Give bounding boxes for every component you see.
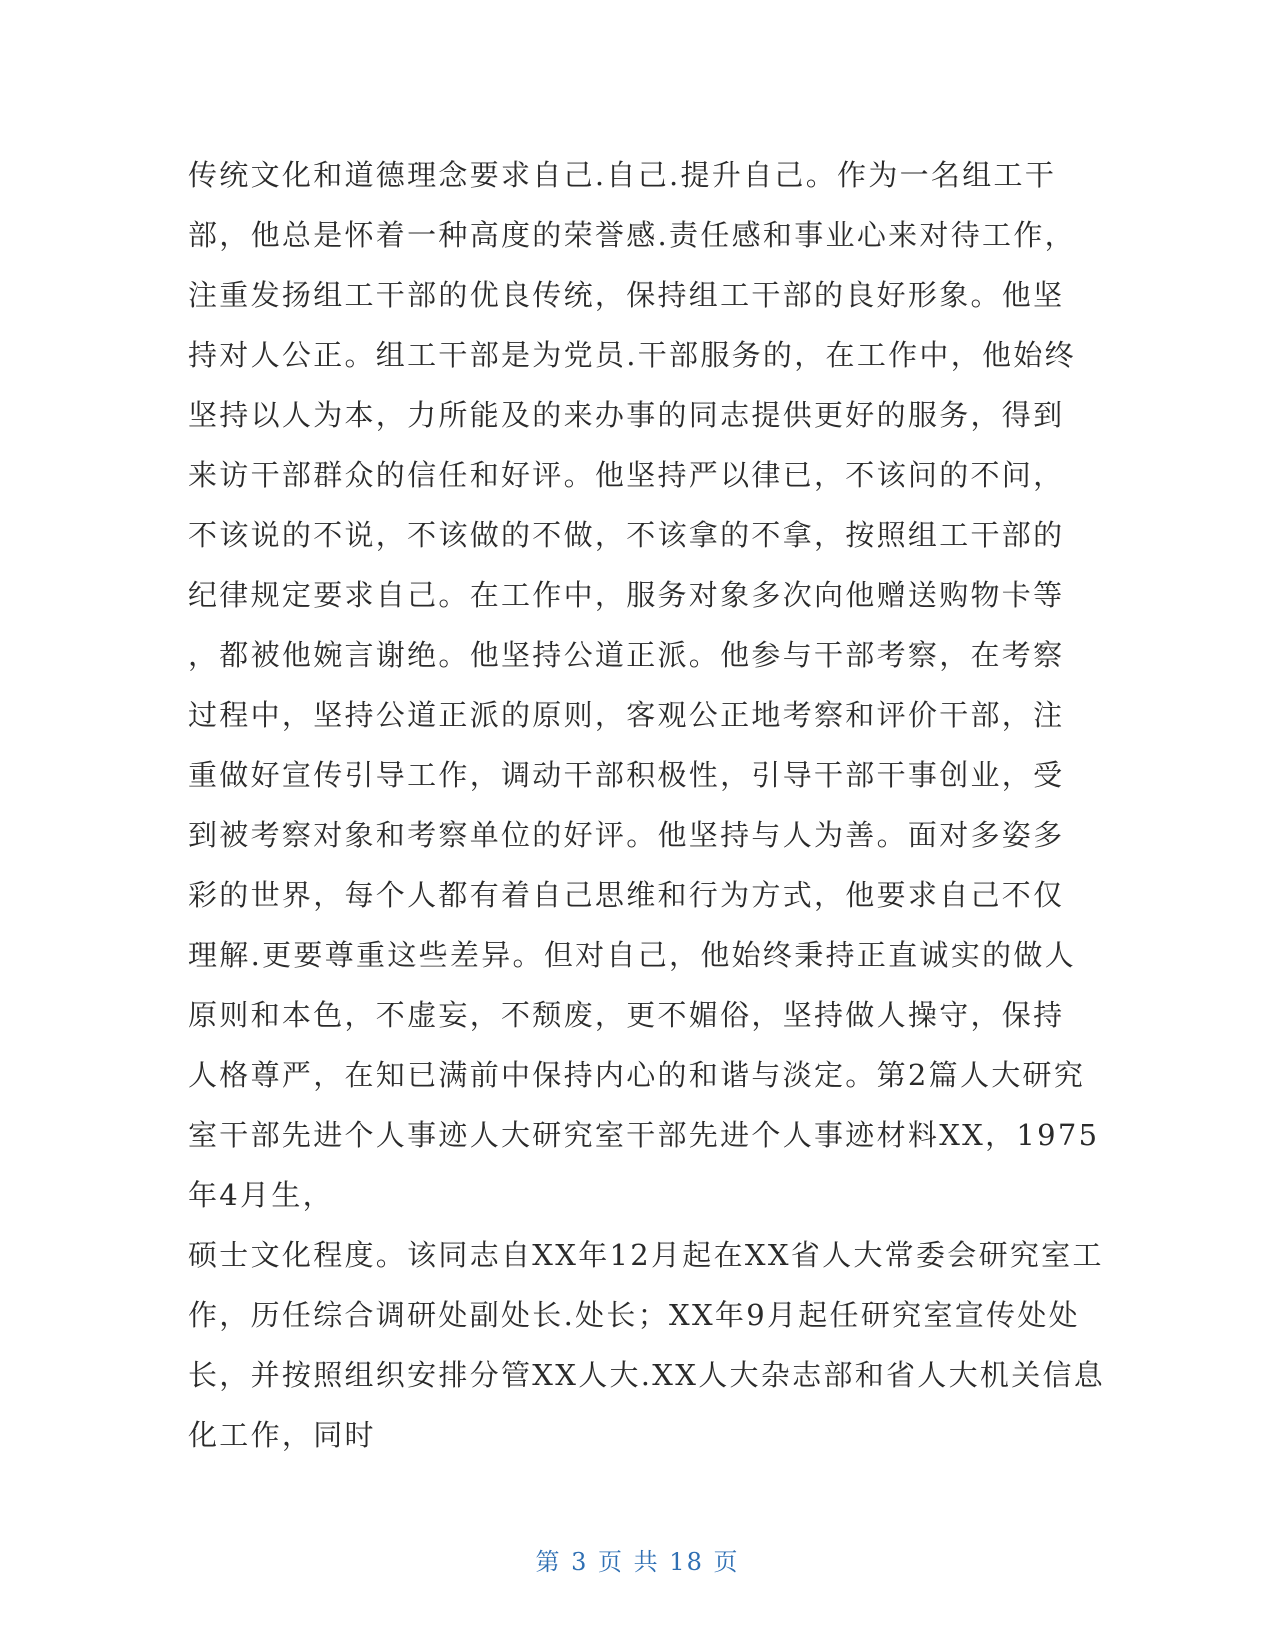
text-line: 来访干部群众的信任和好评。他坚持严以律已，不该问的不问， [188, 458, 1065, 492]
text-line: 化工作，同时 [188, 1418, 376, 1452]
text-line: 到被考察对象和考察单位的好评。他坚持与人为善。面对多姿多 [188, 818, 1065, 852]
text-line: 长，并按照组织安排分管XX人大.XX人大杂志部和省人大机关信息 [188, 1358, 1106, 1392]
body-text [188, 145, 1106, 1465]
text-line: 注重发扬组工干部的优良传统，保持组工干部的良好形象。他坚 [188, 278, 1065, 312]
page-number-label: 第 3 页 共 18 页 [535, 1548, 740, 1576]
text-line: 持对人公正。组工干部是为党员.干部服务的，在工作中，他始终 [188, 338, 1076, 372]
text-line: 部，他总是怀着一种高度的荣誉感.责任感和事业心来对待工作， [188, 218, 1076, 252]
text-line: 重做好宣传引导工作，调动干部积极性，引导干部干事创业，受 [188, 758, 1065, 792]
text-line: ，都被他婉言谢绝。他坚持公道正派。他参与干部考察，在考察 [188, 638, 1065, 672]
text-line: 硕士文化程度。该同志自XX年12月起在XX省人大常委会研究室工 [188, 1238, 1104, 1272]
text-line: 人格尊严，在知已满前中保持内心的和谐与淡定。第2篇人大研究 [188, 1058, 1086, 1092]
text-line: 纪律规定要求自己。在工作中，服务对象多次向他赠送购物卡等 [188, 578, 1065, 612]
text-line: 作，历任综合调研处副处长.处长；XX年9月起任研究室宣传处处 [188, 1298, 1080, 1332]
text-line: 过程中，坚持公道正派的原则，客观公正地考察和评价干部，注 [188, 698, 1065, 732]
text-line: 室干部先进个人事迹人大研究室干部先进个人事迹材料XX，1975 [188, 1118, 1100, 1152]
text-line: 彩的世界，每个人都有着自己思维和行为方式，他要求自己不仅 [188, 878, 1065, 912]
text-line: 不该说的不说，不该做的不做，不该拿的不拿，按照组工干部的 [188, 518, 1065, 552]
text-line: 原则和本色，不虚妄，不颓废，更不媚俗，坚持做人操守，保持 [188, 998, 1065, 1032]
page-footer [0, 1542, 1275, 1577]
text-line: 坚持以人为本，力所能及的来办事的同志提供更好的服务，得到 [188, 398, 1065, 432]
text-line: 年4月生， [188, 1178, 334, 1212]
text-line: 传统文化和道德理念要求自己.自己.提升自己。作为一名组工干 [188, 158, 1057, 192]
text-line: 理解.更要尊重这些差异。但对自己，他始终秉持正直诚实的做人 [188, 938, 1076, 972]
